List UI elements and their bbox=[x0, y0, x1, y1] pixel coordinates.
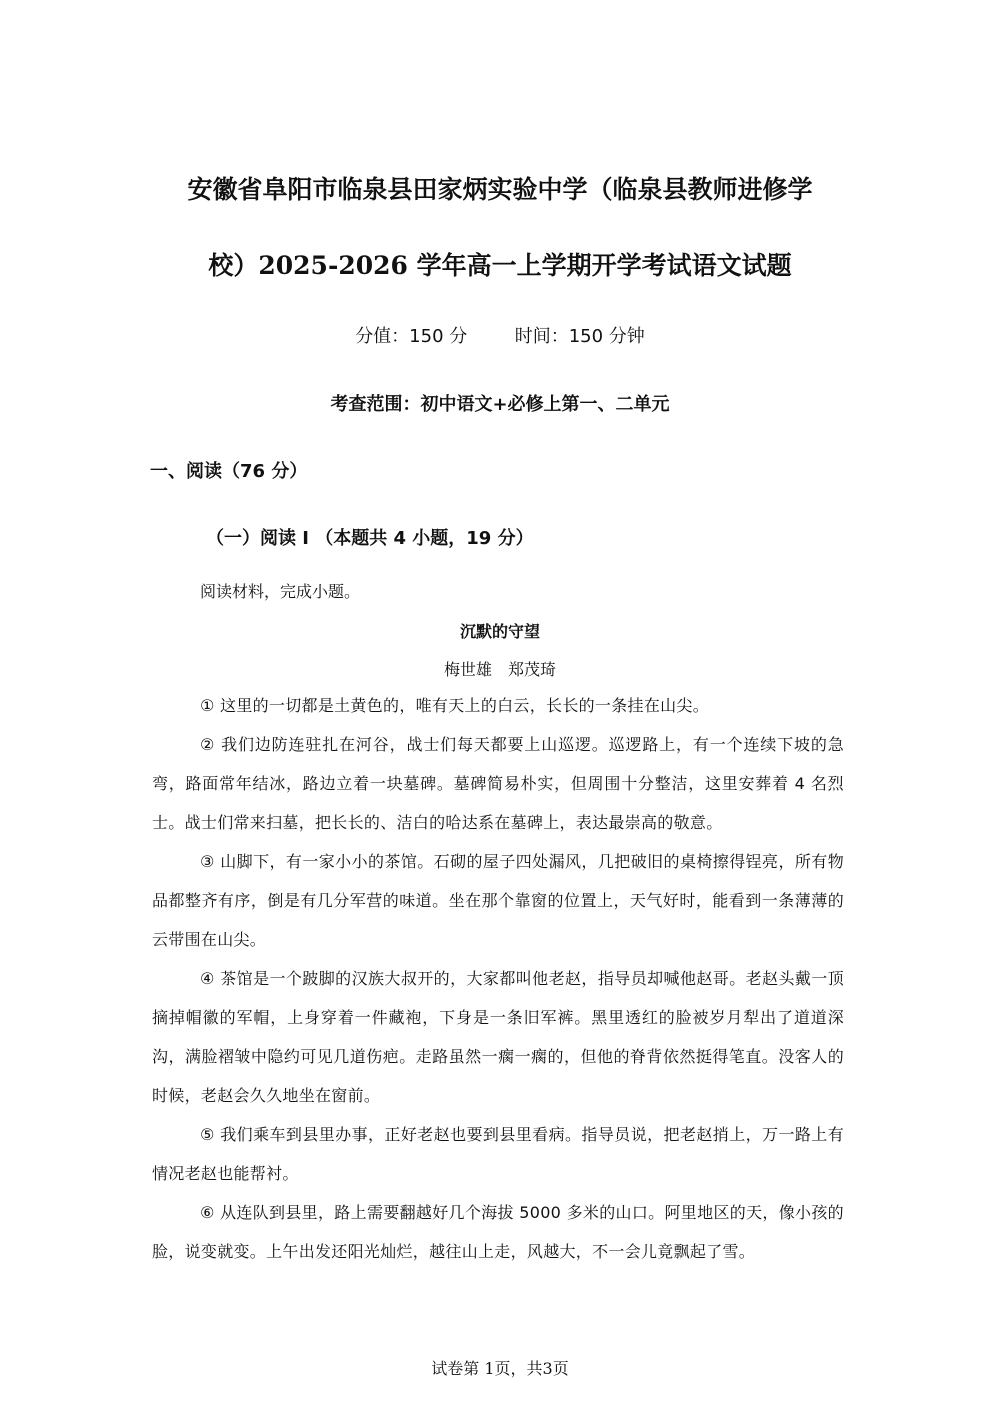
page-footer: 试卷第 1页，共3页 bbox=[431, 1359, 569, 1378]
instruction-text: 阅读材料，完成小题。 bbox=[200, 582, 361, 601]
article-paragraph: ⑤ 我们乘车到县里办事，正好老赵也要到县里看病。指导员说，把老赵捎上，万一路上有情况老赵也能帮衬。 bbox=[152, 1125, 844, 1183]
article-title: 沉默的守望 bbox=[459, 622, 540, 641]
article-paragraph: ⑥ 从连队到县里，路上需要翻越好几个海拔 5000 多米的山口。阿里地区的天，像小孩的脸，说变就变。上午出发还阳光灿烂，越往山上走，风越大，不一会儿竟飘起了雪。 bbox=[152, 1203, 844, 1261]
article-body bbox=[152, 686, 844, 1271]
article-author: 梅世雄 郑茂琦 bbox=[443, 660, 556, 679]
subsection-heading: （一）阅读 I （本题共 4 小题，19 分） bbox=[206, 528, 534, 549]
exam-meta bbox=[0, 322, 1000, 348]
exam-scope: 考查范围：初中语文+必修上第一、二单元 bbox=[330, 394, 670, 415]
article-paragraph: ③ 山脚下，有一家小小的茶馆。石砌的屋子四处漏风，几把破旧的桌椅擦得锃亮，所有物品都整齐有序，倒是有几分军营的味道。坐在那个靠窗的位置上，天气好时，能看到一条薄薄的云带围在山尖。 bbox=[152, 852, 844, 949]
exam-title-line-1: 安徽省阜阳市临泉县田家炳实验中学（临泉县教师进修学 bbox=[187, 175, 813, 204]
exam-title-line-2: 校）2025-2026 学年高一上学期开学考试语文试题 bbox=[208, 251, 792, 280]
article-paragraph: ④ 茶馆是一个跛脚的汉族大叔开的，大家都叫他老赵，指导员却喊他赵哥。老赵头戴一顶摘掉帽徽的军帽，上身穿着一件藏袍，下身是一条旧军裤。黑里透红的脸被岁月犁出了道道深沟，满脸褶皱中隐约可见几道伤疤。走路虽然一瘸一瘸的，但他的脊背依然挺得笔直。没客人的时候，老赵会久久地坐在窗前。 bbox=[152, 969, 844, 1105]
article-paragraph: ① 这里的一切都是土黄色的，唯有天上的白云，长长的一条挂在山尖。 bbox=[200, 696, 710, 715]
article-paragraph: ② 我们边防连驻扎在河谷，战士们每天都要上山巡逻。巡逻路上，有一个连续下坡的急弯，路面常年结冰，路边立着一块墓碑。墓碑简易朴实，但周围十分整洁，这里安葬着 4 名烈士。战士们常来扫墓，把长长的、洁白的哈达系在墓碑上，表达最崇高的敬意。 bbox=[152, 735, 844, 832]
time-info: 时间：150 分钟 bbox=[514, 326, 645, 347]
section-heading: 一、阅读（76 分） bbox=[150, 461, 308, 482]
score-info: 分值：150 分 bbox=[355, 326, 468, 347]
